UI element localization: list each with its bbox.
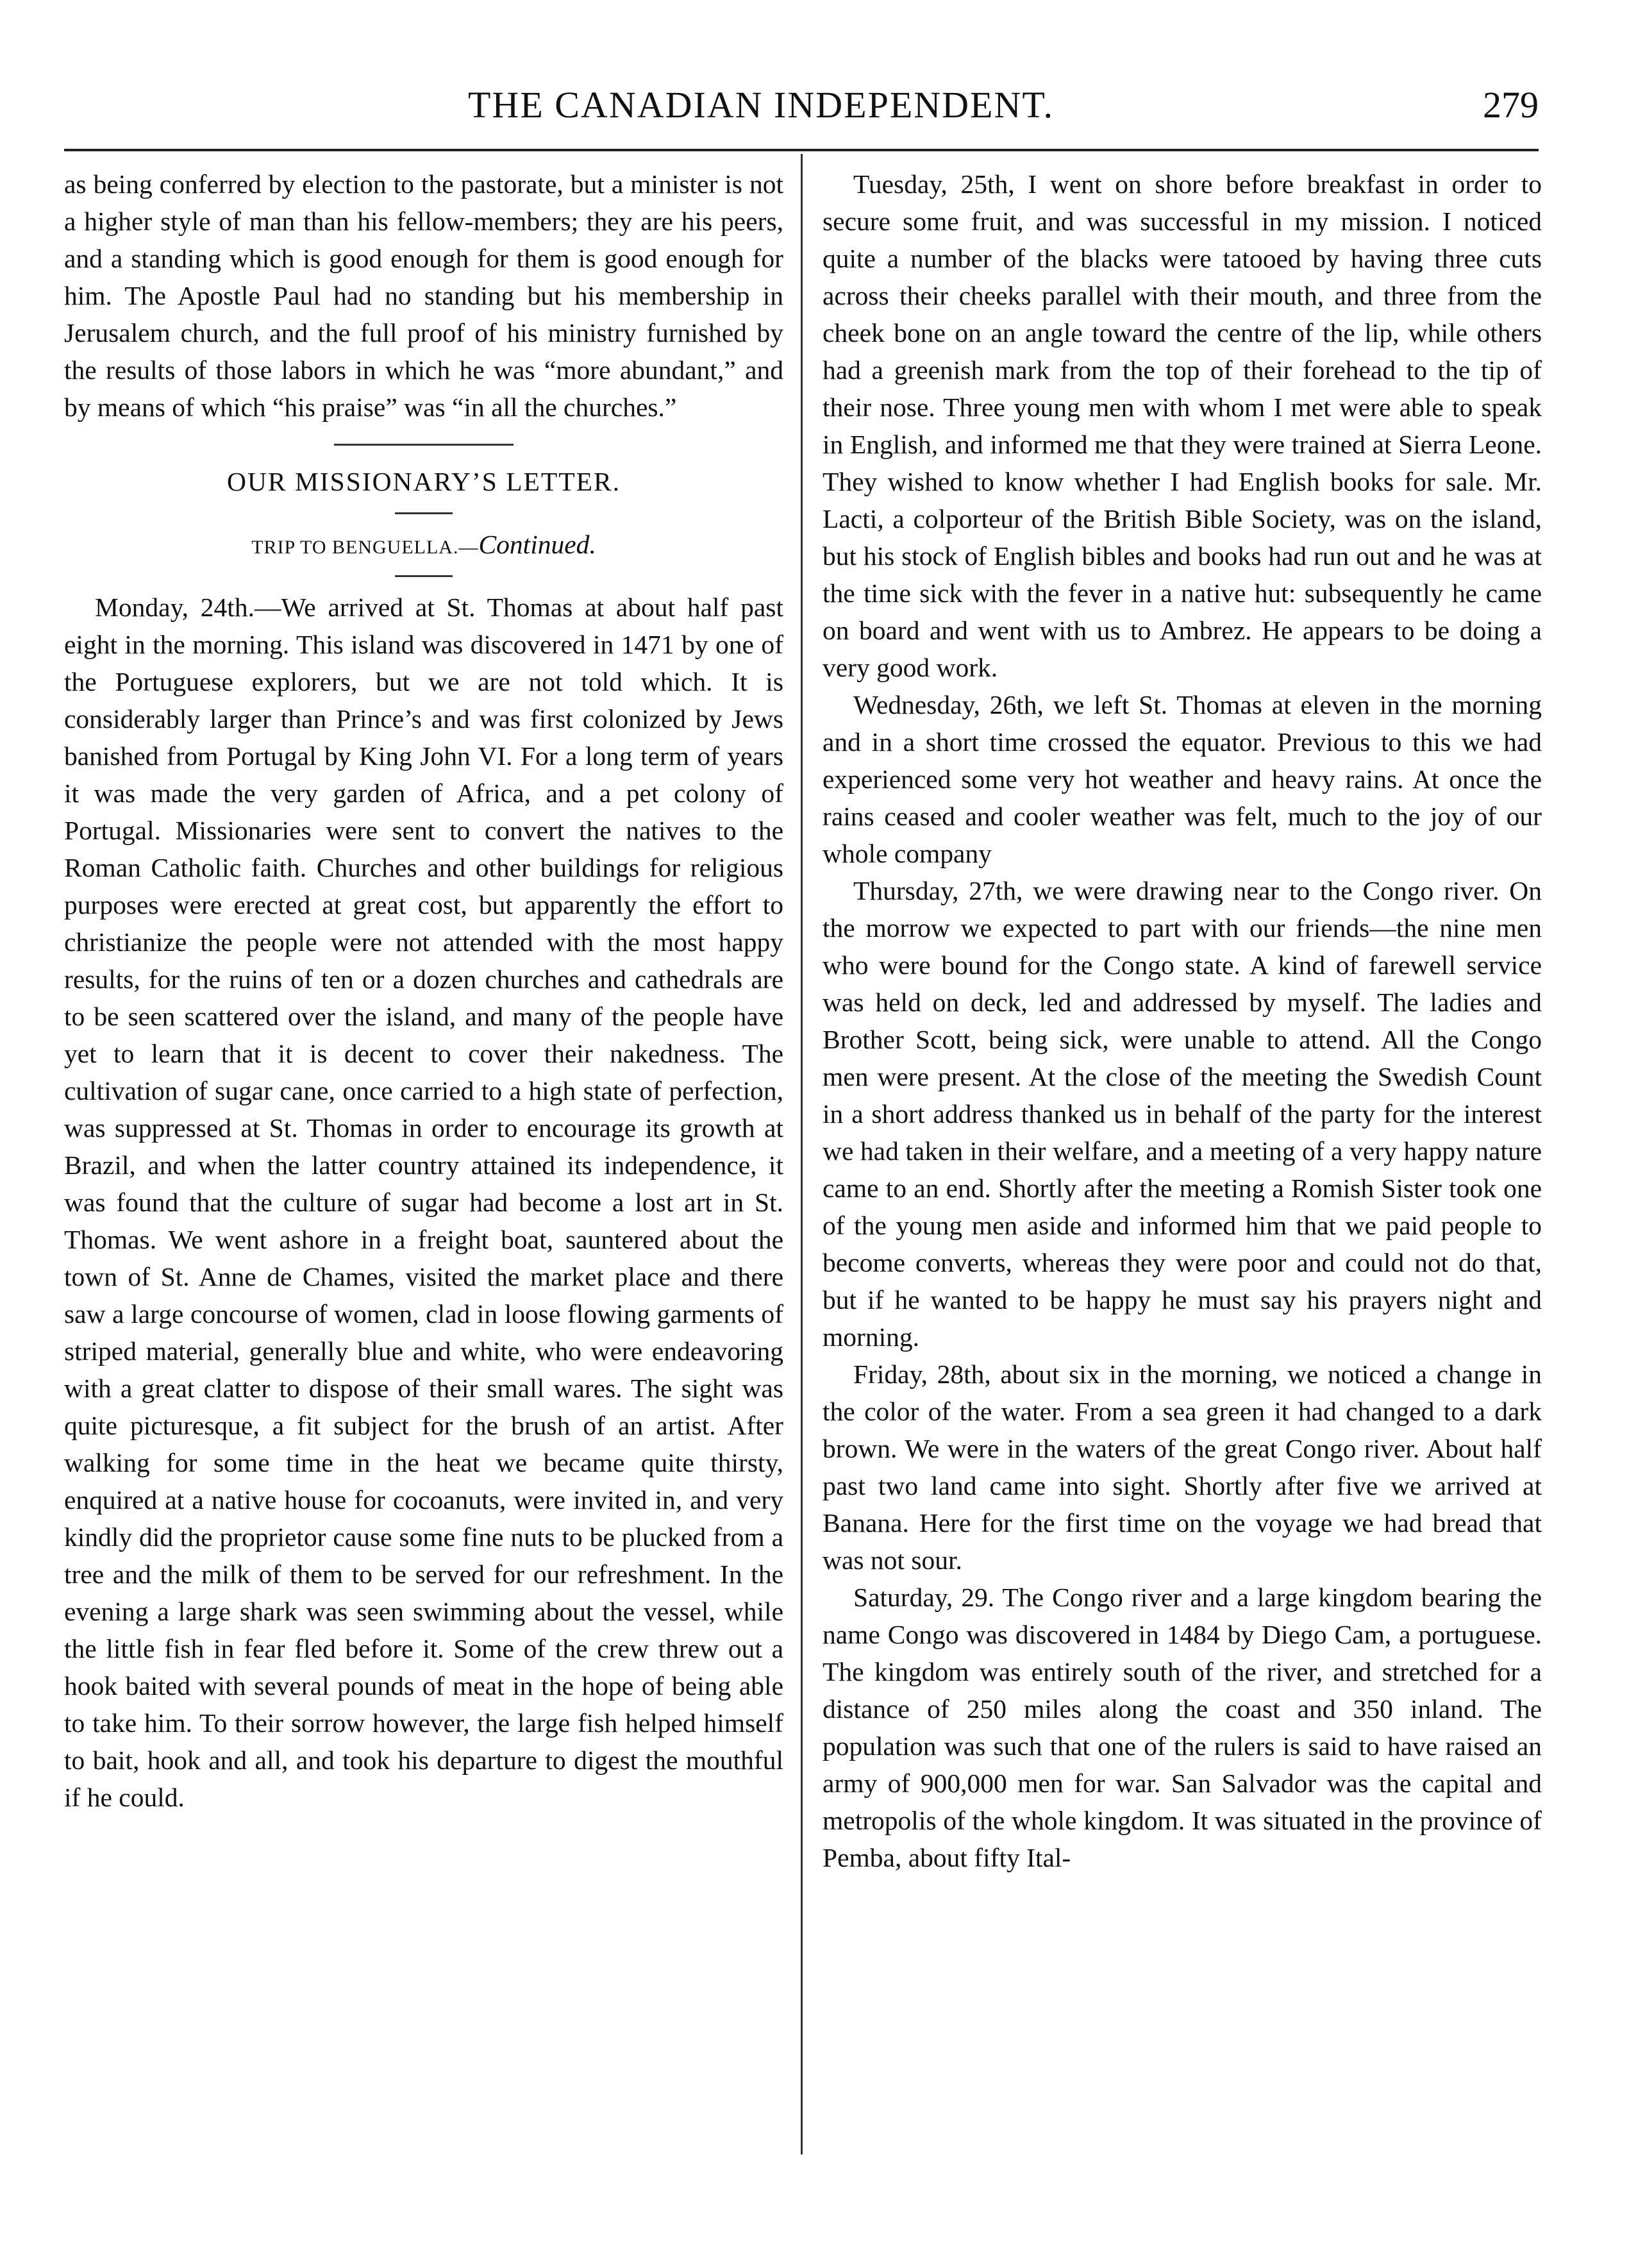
wednesday-entry: Wednesday, 26th, we left St. Thomas at eleven in the morning and in a short time crossed the equator. Previous to this we had experienced some very hot weather and heavy rains. At once the rains ceased and cooler weather was felt, much to the joy of our whole company (823, 690, 1542, 868)
friday-entry: Friday, 28th, about six in the morning, we noticed a change in the color of the water. From a sea green it had changed to a dark brown. We were in the waters of the great Congo river. About half past two land came into sight. Shortly after five we arrived at Banana. Here for the first time on the voyage we had bread that was not sour. (823, 1359, 1542, 1575)
left-column (64, 165, 783, 1816)
right-column (823, 165, 1542, 1876)
tuesday-entry: Tuesday, 25th, I went on shore before breakfast in order to secure some fruit, and was successful in my mission. I noticed quite a number of the blacks were tatooed by having three cuts across their cheeks parallel with their mouth, and three from the cheek bone on an angle toward the centre of the lip, while others had a greenish mark from the top of their forehead to the tip of their nose. Three young men with whom I met were able to speak in English, and informed me that they were trained at Sierra Leone. They wished to know whether I had English books for sale. Mr. Lacti, a colporteur of the British Bible Society, was on the island, but his stock of English bibles and books had run out and he was at the time sick with the fever in a native hut: subsequently he came on board and went with us to Ambrez. He appears to be doing a very good work. (823, 169, 1542, 682)
monday-entry: Monday, 24th.—We arrived at St. Thomas at about half past eight in the morning. This island was discovered in 1471 by one of the Portuguese explorers, but we are not told which. It is considerably larger than Prince’s and was first colonized by Jews banished from Portugal by King John VI. For a long term of years it was made the very garden of Africa, and a pet colony of Portugal. Missionaries were sent to convert the natives to the Roman Catholic faith. Churches and other buildings for religious purposes were erected at great cost, but apparently the effort to christianize the people were not attended with the most happy results, for the ruins of ten or a dozen churches and cathedrals are to be seen scattered over the island, and many of the people have yet to learn that it is decent to cover their nakedness. The cultivation of sugar cane, once carried to a high state of perfection, was suppressed at St. Thomas in order to encourage its growth at Brazil, and when the latter country attained its independence, it was found that the culture of sugar had become a lost art in St. Thomas. We went ashore in a freight boat, sauntered about the town of St. Anne de Chames, visited the market place and there saw a large concourse of women, clad in loose flowing garments of striped material, generally blue and white, who were endeavoring with a great clatter to dispose of their small wares. The sight was quite picturesque, a fit subject for the brush of an artist. After walking for some time in the heat we became quite thirsty, enquired at a native house for cocoanuts, were invited in, and very kindly did the proprietor cause some fine nuts to be plucked from a tree and the milk of them to be served for our refreshment. In the evening a large shark was seen swimming about the vessel, while the little fish in fear fled before it. Some of the crew threw out a hook baited with several pounds of meat in the hope of being able to take him. To their sorrow however, the large fish helped himself to bait, hook and all, and took his departure to digest the mouthful if he could. (64, 592, 783, 1812)
section-separator (64, 426, 783, 463)
separator-rule (334, 444, 514, 446)
article-subtitle (64, 526, 783, 563)
header-rule (83, 149, 1539, 151)
article-title: OUR MISSIONARY’S LETTER. (226, 467, 621, 496)
saturday-entry: Saturday, 29. The Congo river and a large kingdom bearing the name Congo was discovered in 1484 by Diego Cam, a portuguese. The kingdom was entirely south of the river, and stretched for a distance of 250 miles along the coast and 350 inland. The population was such that one of the rulers is said to have raised an army of 900,000 men for war. San Salvador was the capital and metropolis of the whole kingdom. It was situated in the province of Pemba, about fifty Ital- (823, 1583, 1542, 1872)
thursday-entry: Thursday, 27th, we were drawing near to the Congo river. On the morrow we expected to part with our friends—the nine men who were bound for the Congo state. A kind of farewell service was held on deck, led and addressed by myself. The ladies and Brother Scott, being sick, were unable to attend. All the Congo men were present. At the close of the meeting the Swedish Count in a short address thanked us in behalf of the party for the interest we had taken in their welfare, and a meeting of a very happy nature came to an end. Shortly after the meeting a Romish Sister took one of the young men aside and informed him that we paid people to become converts, whereas they were poor and could not do that, but if he wanted to be happy he must say his prayers night and morning. (823, 876, 1542, 1352)
column-divider (801, 154, 803, 2155)
page-number: 279 (1483, 84, 1539, 126)
subtitle-continued: Continued. (478, 530, 596, 559)
subtitle-separator (64, 563, 783, 589)
subtitle-trip: TRIP TO BENGUELLA.— (251, 537, 479, 558)
continued-paragraph: as being conferred by election to the pastorate, but a minister is not a higher style of man than his fellow-members; they are his peers, and a standing which is good enough for them is good enough for him. The Apostle Paul had no standing but his membership in Jerusalem church, and the full proof of his ministry furnished by the results of those labors in which he was “more abundant,” and by means of which “his praise” was “in all the churches.” (64, 169, 783, 422)
running-header (64, 77, 1539, 135)
subtitle-rule (395, 575, 453, 577)
title-rule (395, 512, 453, 514)
title-separator (64, 500, 783, 526)
journal-title: THE CANADIAN INDEPENDENT. (468, 84, 1054, 126)
